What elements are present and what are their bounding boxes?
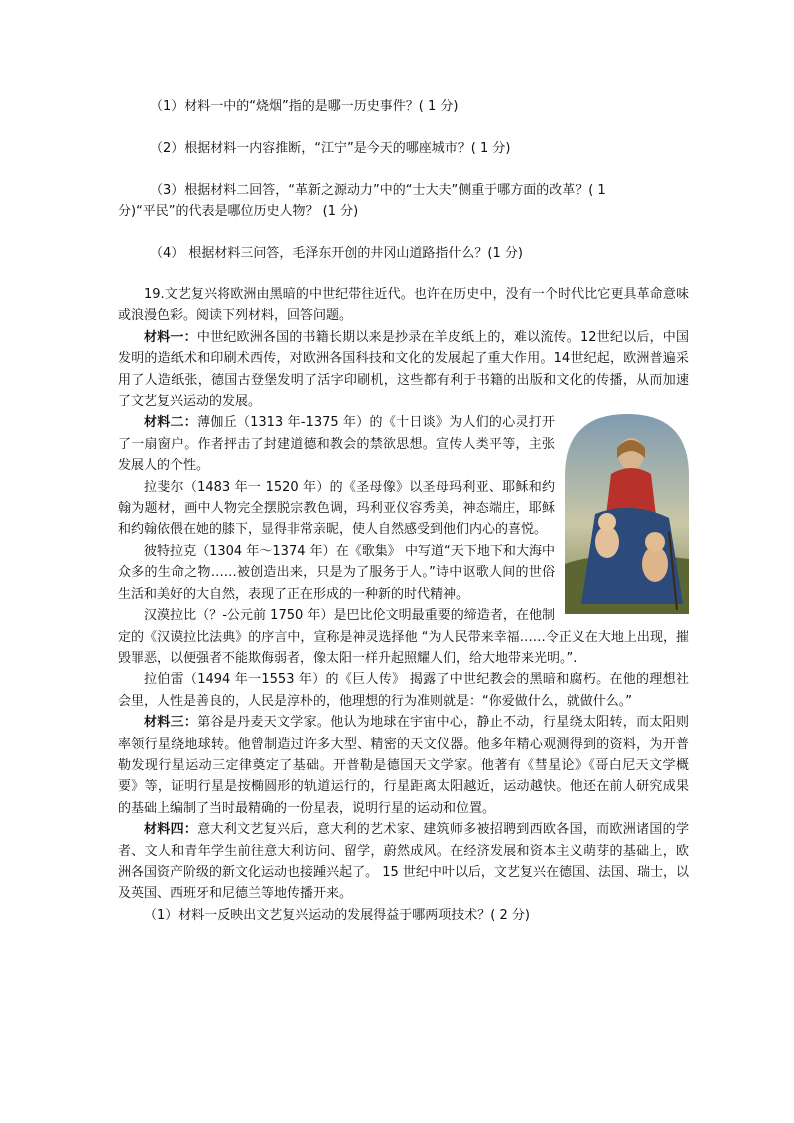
material-2-boccaccio bbox=[118, 412, 689, 476]
material-3 bbox=[118, 712, 689, 819]
material-2-label: 材料二： bbox=[144, 415, 198, 431]
material-4 bbox=[118, 819, 689, 905]
question-1: （1）材料一中的“烧烟”指的是哪一历史事件？( 1 分) bbox=[150, 99, 459, 114]
petrarch-paragraph: 彼特拉克（1304 年～1374 年）在《歌集》 中写道“天下地下和大海中众多的生命之物……被创造出来，只是为了服务于人。”诗中讴歌人间的世俗生活和美好的大自然，表现了正在形成的一种新的时代精神。 bbox=[118, 543, 555, 602]
material-1 bbox=[118, 327, 689, 413]
question-19-block bbox=[118, 284, 689, 926]
question-4: （4） 根据材料三问答，毛泽东开创的井冈山道路指什么？(1 分) bbox=[150, 246, 523, 261]
material-4-text: 意大利文艺复兴后，意大利的艺术家、建筑师多被招聘到西欧各国，而欧洲诸国的学者、文人和青年学生前往意大利访问、留学，蔚然成风。在经济发展和资本主义萌芽的基础上，欧洲各国资产阶级的新文化运动也接踵兴起了。 15 世纪中叶以后，文艺复兴在德国、法国、瑞士，以及英国、西班牙和尼德兰等地传播开来。 bbox=[118, 822, 689, 902]
q19-intro: 19.文艺复兴将欧洲由黑暗的中世纪带往近代。也许在历史中，没有一个时代比它更具革命意味或浪漫色彩。阅读下列材料，回答问题。 bbox=[118, 287, 689, 324]
question-3-line-1: （3）根据材料二回答，“革新之源动力”中的“士大夫”侧重于哪方面的改革？( 1 bbox=[150, 183, 606, 198]
hammurabi-paragraph: 汉漠拉比（？-公元前 1750 年）是巴比伦文明最重要的缔造者，在他制定的《汉谟拉比法典》的序言中，宣称是神灵选择他 “为人民带来幸福……令正义在大地上出现，摧毁罪恶，以便强者不能欺侮弱者，像太阳一样升起照耀人们，给大地带来光明。”. bbox=[118, 608, 689, 666]
material-4-label: 材料四： bbox=[144, 822, 198, 838]
madonna-painting bbox=[565, 414, 689, 614]
question-3-line-2: 分)“平民”的代表是哪位历史人物？ (1 分) bbox=[118, 204, 359, 219]
material-3-text: 第谷是丹麦天文学家。他认为地球在宇宙中心，静止不动，行星绕太阳转，而太阳则率领行星绕地球转。他曾制造过许多大型、精密的天文仪器。他多年精心观测得到的资料，为开普勒发现行星运动三定律奠定了基础。开普勒是德国天文学家。他著有《彗星论》《哥白尼天文学概要》等，证明行星是按椭圆形的轨道运行的，行星距离太阳越近，运动越快。他还在前人研究成果的基础上编制了当时最精确的一份星表，说明行星的运动和位置。 bbox=[118, 715, 689, 816]
raphael-paragraph: 拉斐尔（1483 年一 1520 年）的《圣母像》以圣母玛利亚、耶稣和约翰为题材，画中人物完全摆脱宗教色调，玛利亚仪容秀美，神态端庄，耶稣和约翰依偎在她的膝下，显得非常亲昵，使人自然感受到他们内心的喜悦。 bbox=[118, 479, 555, 538]
sub-question-1: （1）材料一反映出文艺复兴运动的发展得益于哪两项技术？( 2 分) bbox=[144, 907, 530, 923]
material-3-label: 材料三： bbox=[144, 715, 198, 731]
rabelais-paragraph: 拉伯雷（1494 年一1553 年）的《巨人传》 揭露了中世纪教会的黑暗和腐朽。在他的理想社会里，人性是善良的，人民是淳朴的，他理想的行为准则就是：“你爱做什么，就做什么。” bbox=[118, 672, 689, 709]
material-1-label: 材料一： bbox=[144, 329, 197, 345]
question-2: （2）根据材料一内容推断，“江宁”是今天的哪座城市？( 1 分) bbox=[150, 141, 511, 156]
material-1-text: 中世纪欧洲各国的书籍长期以来是抄录在羊皮纸上的，难以流传。12世纪以后，中国发明的造纸术和印刷术西传，对欧洲各国科技和文化的发展起了重大作用。14世纪起，欧洲普遍采用了人造纸张，德国古登堡发明了活字印刷机，这些都有利于书籍的出版和文化的传播，从而加速了文艺复兴运动的发展。 bbox=[118, 329, 689, 410]
material-2-text: 薄伽丘（1313 年-1375 年）的《十日谈》为人们的心灵打开了一扇窗户。作者抨击了封建道德和教会的禁欲思想。宣传人类平等，主张发展人的个性。 bbox=[118, 415, 555, 474]
